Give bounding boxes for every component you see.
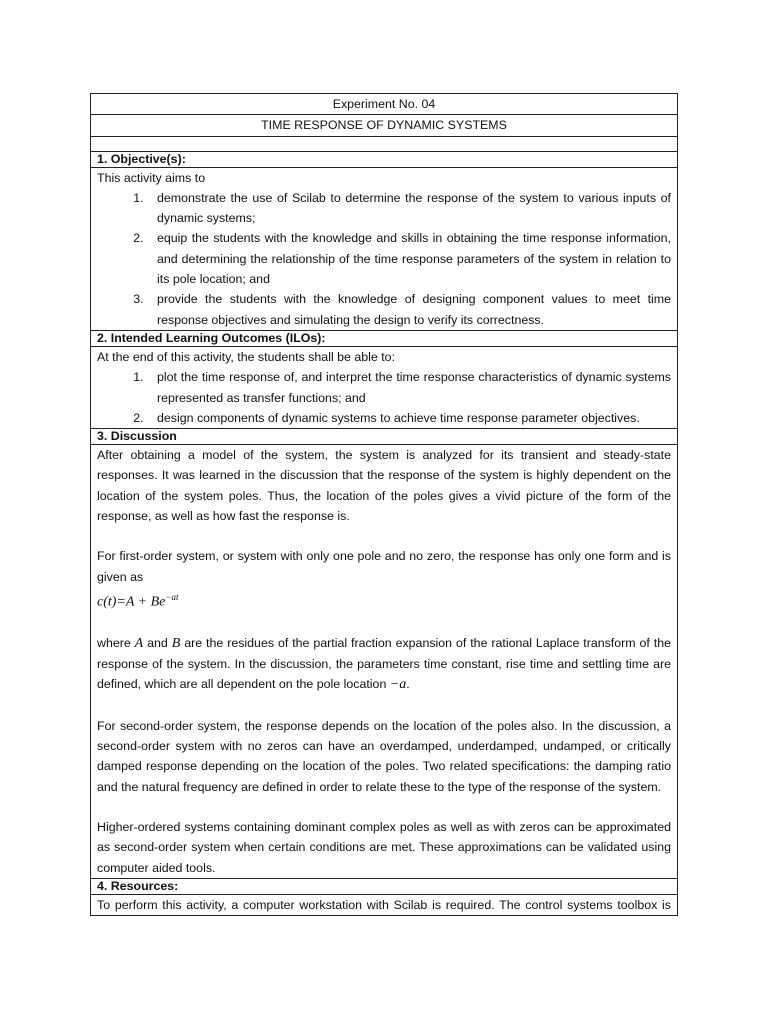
ilos-intro: At the end of this activity, the students shall be able to: (97, 349, 396, 364)
pole-location: −a (389, 677, 407, 693)
resources-text: To perform this activity, a computer workstation with Scilab is required. The control systems toolbox is (97, 897, 671, 912)
experiment-title: TIME RESPONSE OF DYNAMIC SYSTEMS (91, 115, 678, 136)
resources-section (91, 894, 678, 915)
discussion-paragraph: Higher-ordered systems containing dominant complex poles as well as with zeros can be approximated as second-order system when certain conditions are met. These approximations can be validated using computer aided tools. (97, 819, 671, 875)
spacer-row (91, 136, 678, 151)
ilos-section (91, 346, 678, 428)
equation-lhs: c(t)=A + Be (97, 594, 166, 610)
experiment-table (90, 93, 678, 916)
ilo-item: 2. design components of dynamic systems to achieve time response parameter objectives. (147, 408, 671, 428)
ilos-heading: 2. Intended Learning Outcomes (ILOs): (91, 330, 678, 346)
objectives-section (91, 167, 678, 330)
discussion-paragraph: where A and B are the residues of the partial fraction expansion of the rational Laplace transform of the response of the system. In the discussion, the parameters time constant, rise time and settling time are defined, which are all dependent on the pole location −a. (97, 635, 671, 693)
ilo-item: 1. plot the time response of, and interpret the time response characteristics of dynamic systems represented as transfer functions; and (147, 367, 671, 408)
discussion-paragraph: For second-order system, the response depends on the location of the poles also. In the discussion, a second-order system with no zeros can have an overdamped, underdamped, undamped, or critically damped response depending on the location of the poles. Two related specifications: the damping ratio and the natural frequency are defined in order to relate these to the type of the response of the system. (97, 718, 671, 794)
equation-exponent: −at (165, 591, 179, 602)
experiment-number: Experiment No. 04 (91, 94, 678, 115)
objective-item: 3. provide the students with the knowledge of designing component values to meet time response objectives and simulating the design to verify its correctness. (147, 289, 671, 330)
discussion-heading: 3. Discussion (91, 429, 678, 445)
objectives-list (97, 188, 671, 330)
first-order-equation (97, 587, 671, 613)
objective-item: 1. demonstrate the use of Scilab to determine the response of the system to various inputs of dynamic systems; (147, 188, 671, 229)
ilos-list (97, 367, 671, 428)
discussion-paragraph: For first-order system, or system with only one pole and no zero, the response has only one form and is given as (97, 549, 671, 584)
resources-heading: 4. Resources: (91, 878, 678, 894)
objectives-heading: 1. Objective(s): (91, 151, 678, 167)
discussion-section (91, 445, 678, 879)
objective-item: 2. equip the students with the knowledge and skills in obtaining the time response information, and determining the relationship of the time response parameters of the system in relation to its pole location; and (147, 228, 671, 289)
objectives-intro: This activity aims to (97, 170, 206, 185)
discussion-paragraph: After obtaining a model of the system, the system is analyzed for its transient and steady-state responses. It was learned in the discussion that the response of the system is highly dependent on the location of the system poles. Thus, the location of the poles gives a vivid picture of the form of the response, as well as how fast the response is. (97, 448, 671, 524)
